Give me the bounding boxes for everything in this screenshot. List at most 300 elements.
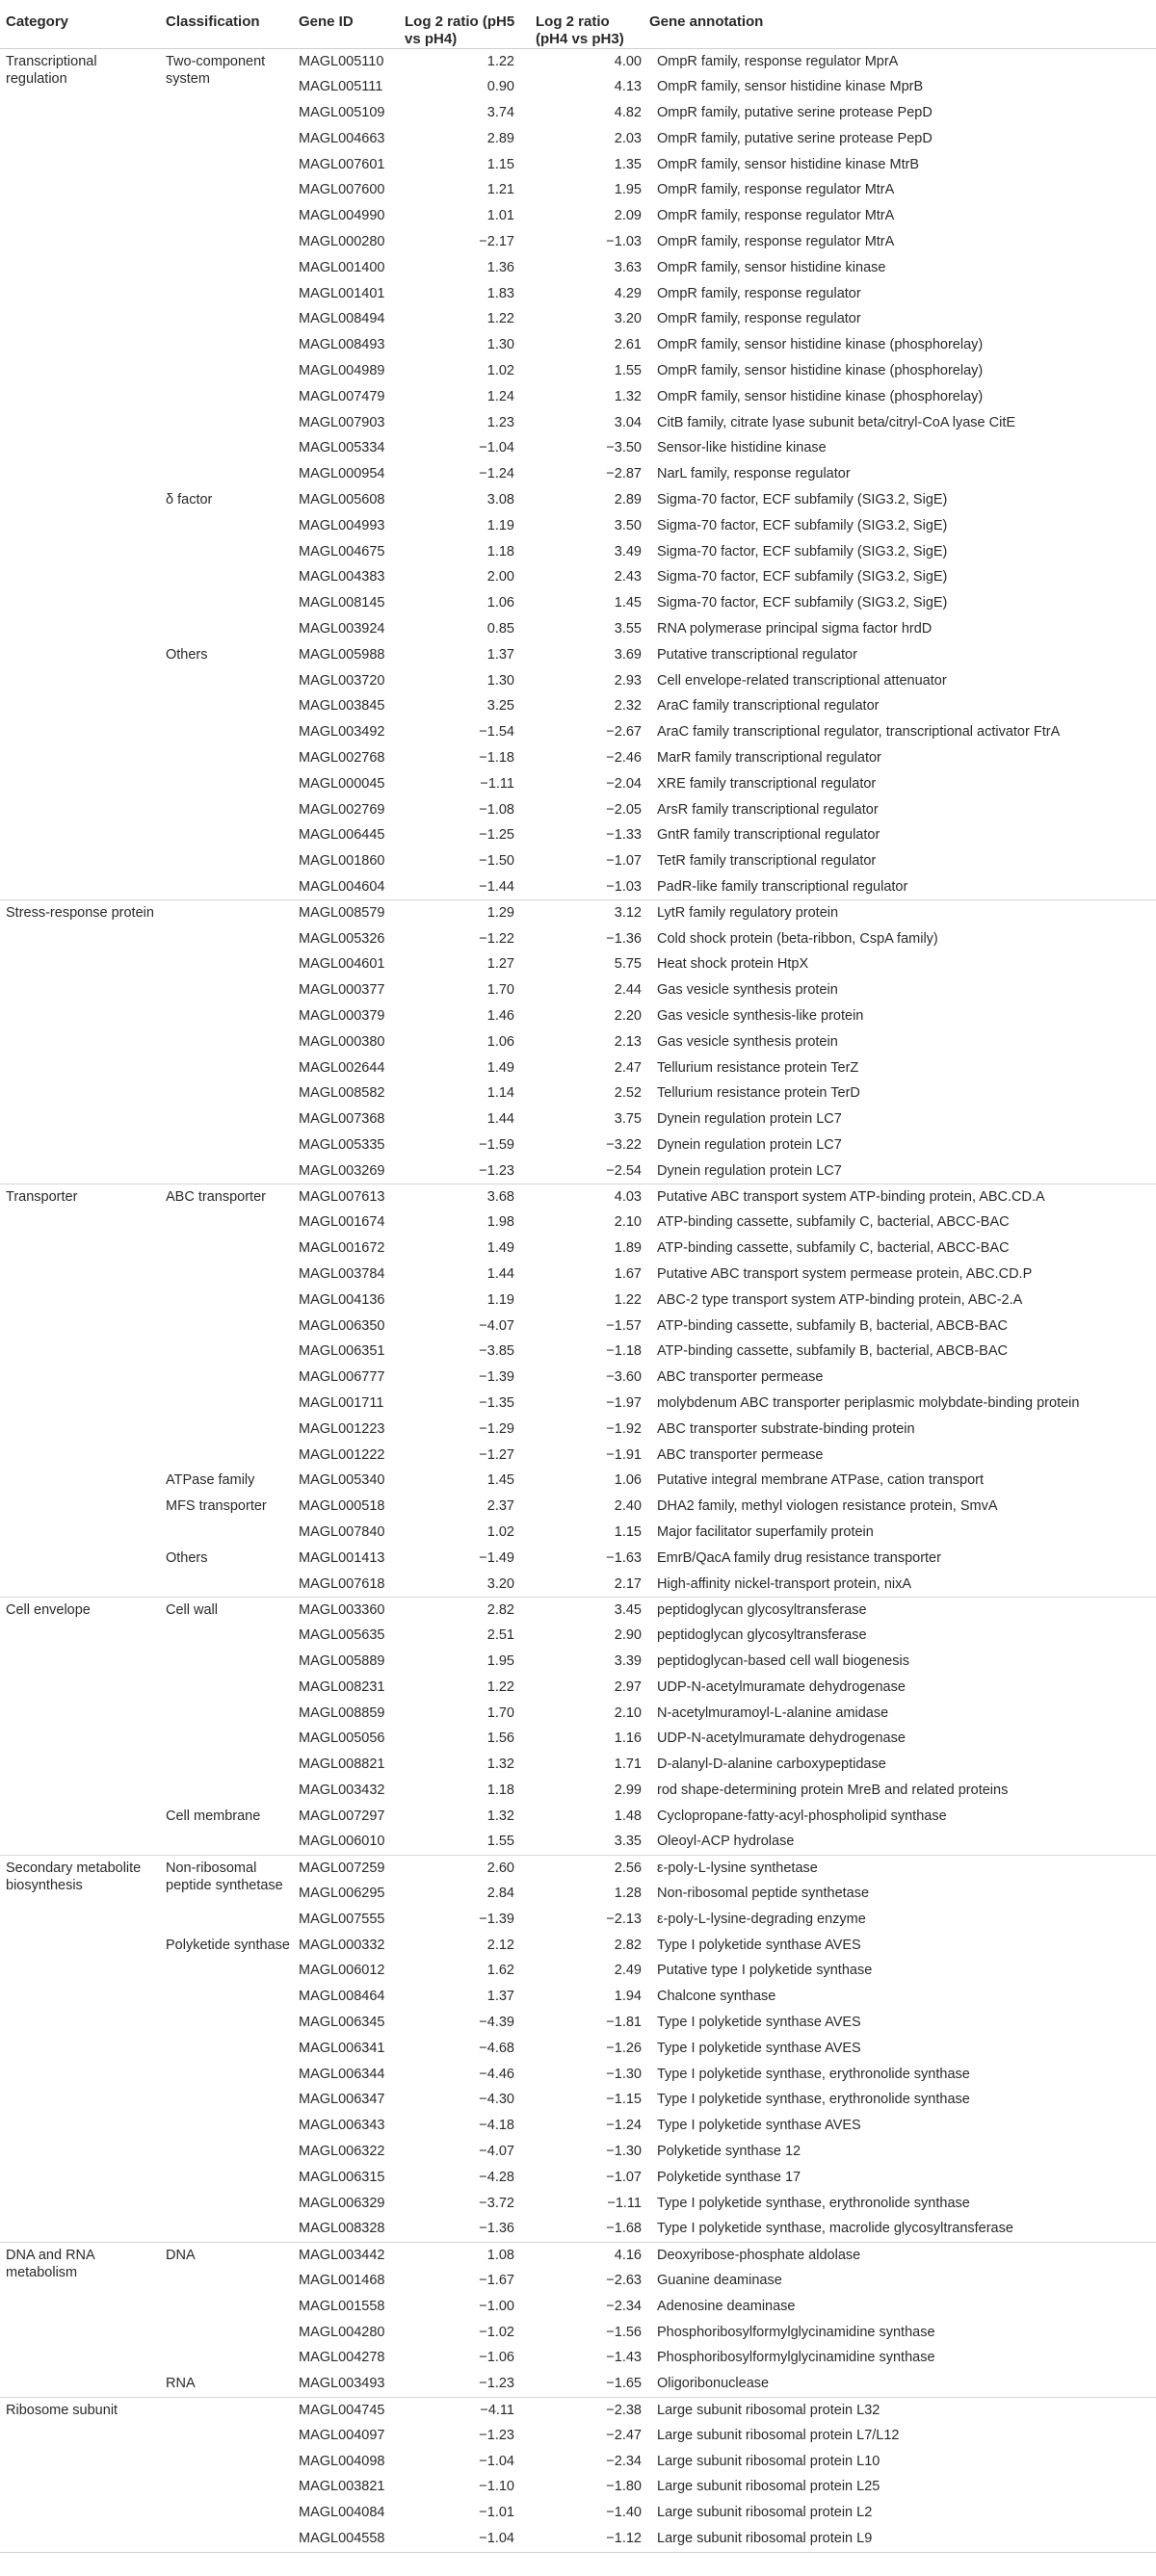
cell-gene-annotation: Dynein regulation protein LC7 — [657, 1136, 842, 1153]
cell-category — [0, 2191, 166, 2217]
table-row — [0, 332, 1156, 358]
cell-gene-annotation: OmpR family, response regulator — [657, 311, 861, 327]
cell-gene-annotation: UDP-N-acetylmuramate dehydrogenase — [657, 1678, 906, 1695]
cell-classification — [166, 1262, 299, 1288]
cell-category — [0, 539, 166, 565]
cell-gene-id: MAGL006315 — [299, 2169, 385, 2185]
cell-classification — [166, 1675, 299, 1701]
cell-category — [0, 1080, 166, 1106]
cell-log2-ph5-vs-ph4: 1.18 — [486, 543, 514, 559]
table-row — [0, 2268, 1156, 2294]
cell-log2-ph5-vs-ph4: −1.44 — [479, 879, 514, 895]
cell-category — [0, 1262, 166, 1288]
cell-category — [0, 1829, 166, 1855]
cell-log2-ph4-vs-ph3: 3.55 — [614, 621, 642, 637]
cell-gene-annotation: ABC transporter permease — [657, 1369, 824, 1386]
cell-gene-id: MAGL005335 — [299, 1136, 385, 1153]
cell-gene-id: MAGL003720 — [299, 672, 385, 689]
cell-classification — [166, 1055, 299, 1081]
cell-log2-ph5-vs-ph4: −2.17 — [479, 234, 514, 250]
table-row — [0, 2010, 1156, 2036]
cell-gene-annotation: ArsR family transcriptional regulator — [657, 801, 879, 818]
cell-log2-ph4-vs-ph3: −3.60 — [606, 1369, 642, 1386]
cell-log2-ph5-vs-ph4: 1.06 — [486, 595, 514, 611]
cell-classification — [166, 1417, 299, 1443]
cell-gene-id: MAGL004604 — [299, 879, 385, 895]
cell-gene-annotation: ATP-binding cassette, subfamily B, bacterial, ABCB-BAC — [657, 1343, 1008, 1360]
cell-log2-ph4-vs-ph3: 4.82 — [614, 105, 642, 121]
cell-gene-annotation: AraC family transcriptional regulator — [657, 698, 880, 715]
cell-classification — [166, 1391, 299, 1417]
table-row — [0, 1132, 1156, 1158]
table-row — [0, 2500, 1156, 2526]
cell-category — [0, 2165, 166, 2191]
cell-category — [0, 1029, 166, 1055]
cell-log2-ph4-vs-ph3: −1.03 — [606, 879, 642, 895]
cell-classification — [166, 1468, 299, 1494]
cell-gene-id: MAGL004136 — [299, 1291, 385, 1308]
table-row — [0, 2139, 1156, 2165]
table-row — [0, 1649, 1156, 1675]
cell-log2-ph5-vs-ph4: −1.00 — [479, 2298, 514, 2314]
cell-category — [0, 1597, 166, 1623]
cell-gene-id: MAGL005635 — [299, 1627, 385, 1644]
cell-log2-ph4-vs-ph3: −2.54 — [606, 1162, 642, 1179]
cell-log2-ph4-vs-ph3: −2.34 — [606, 2298, 642, 2314]
cell-gene-id: MAGL005988 — [299, 646, 385, 663]
cell-classification — [166, 1210, 299, 1236]
cell-gene-annotation: Sigma-70 factor, ECF subfamily (SIG3.2, SigE) — [657, 543, 948, 559]
cell-category — [0, 1546, 166, 1572]
cell-gene-id: MAGL007600 — [299, 182, 385, 198]
cell-category — [0, 874, 166, 900]
cell-log2-ph5-vs-ph4: 3.08 — [486, 492, 514, 508]
cell-gene-id: MAGL008493 — [299, 337, 385, 353]
cell-gene-annotation: D-alanyl-D-alanine carboxypeptidase — [657, 1756, 886, 1773]
cell-gene-annotation: Dynein regulation protein LC7 — [657, 1111, 842, 1128]
cell-gene-id: MAGL006350 — [299, 1317, 385, 1334]
cell-log2-ph4-vs-ph3: −1.92 — [606, 1420, 642, 1437]
cell-classification — [166, 152, 299, 178]
cell-log2-ph4-vs-ph3: 1.15 — [614, 1523, 642, 1540]
cell-gene-annotation: Gas vesicle synthesis protein — [657, 1033, 838, 1050]
cell-category — [0, 2500, 166, 2526]
cell-gene-id: MAGL004084 — [299, 2505, 385, 2521]
cell-classification — [166, 2526, 299, 2552]
cell-log2-ph4-vs-ph3: 2.82 — [614, 1937, 642, 1953]
cell-category — [0, 2062, 166, 2088]
cell-log2-ph5-vs-ph4: 1.08 — [405, 2242, 536, 2268]
cell-log2-ph5-vs-ph4: 1.02 — [486, 363, 514, 379]
cell-log2-ph4-vs-ph3: 1.94 — [614, 1989, 642, 2005]
table-row — [0, 2423, 1156, 2449]
cell-gene-id: MAGL000332 — [299, 1937, 385, 1953]
cell-gene-annotation: OmpR family, sensor histidine kinase MtrB — [657, 156, 920, 172]
cell-log2-ph4-vs-ph3: 2.09 — [614, 208, 642, 224]
cell-log2-ph5-vs-ph4: −1.59 — [479, 1136, 514, 1153]
cell-category — [0, 926, 166, 952]
cell-log2-ph4-vs-ph3: 1.35 — [614, 156, 642, 172]
cell-classification — [166, 1855, 299, 1893]
header-category: Category — [6, 13, 69, 30]
cell-category — [0, 1132, 166, 1158]
cell-gene-annotation: Large subunit ribosomal protein L25 — [657, 2479, 880, 2495]
cell-gene-id: MAGL000280 — [299, 234, 385, 250]
cell-log2-ph4-vs-ph3: 1.48 — [614, 1808, 642, 1824]
cell-classification — [166, 1158, 299, 1184]
cell-gene-annotation: Adenosine deaminase — [657, 2298, 796, 2314]
cell-log2-ph4-vs-ph3: −1.07 — [606, 2169, 642, 2185]
cell-gene-id: MAGL002644 — [299, 1059, 385, 1076]
cell-category — [0, 1158, 166, 1184]
cell-log2-ph5-vs-ph4: −4.46 — [479, 2066, 514, 2082]
cell-classification — [166, 1907, 299, 1933]
cell-log2-ph4-vs-ph3: 1.67 — [614, 1265, 642, 1282]
cell-gene-id: MAGL000379 — [299, 1007, 385, 1024]
cell-category — [0, 1778, 166, 1804]
cell-gene-annotation: ABC-2 type transport system ATP-binding protein, ABC-2.A — [657, 1291, 1023, 1308]
cell-gene-id: MAGL005340 — [299, 1472, 385, 1489]
cell-gene-annotation: N-acetylmuramoyl-L-alanine amidase — [657, 1704, 889, 1721]
cell-gene-id: MAGL008145 — [299, 595, 385, 611]
cell-gene-annotation: ATP-binding cassette, subfamily C, bacterial, ABCC-BAC — [657, 1214, 1010, 1231]
cell-gene-id: MAGL006344 — [299, 2066, 385, 2082]
cell-gene-annotation: ABC transporter substrate-binding protein — [657, 1420, 915, 1437]
cell-log2-ph4-vs-ph3: −3.22 — [606, 1136, 642, 1153]
cell-category — [0, 2087, 166, 2113]
cell-gene-id: MAGL006341 — [299, 2040, 385, 2056]
cell-classification — [166, 1494, 299, 1520]
cell-log2-ph4-vs-ph3: 4.16 — [536, 2242, 649, 2268]
cell-log2-ph5-vs-ph4: 3.74 — [486, 105, 514, 121]
cell-category — [0, 1314, 166, 1340]
cell-gene-id: MAGL008579 — [299, 900, 405, 926]
category-label: Secondary metabolite biosynthesis — [6, 1860, 142, 1893]
cell-log2-ph5-vs-ph4: 2.60 — [405, 1855, 536, 1881]
table-body — [0, 49, 1156, 2552]
cell-log2-ph4-vs-ph3: −2.46 — [606, 750, 642, 767]
cell-classification — [166, 1649, 299, 1675]
cell-log2-ph4-vs-ph3: −2.13 — [606, 1911, 642, 1927]
cell-log2-ph5-vs-ph4: 0.85 — [486, 621, 514, 637]
cell-classification — [166, 2268, 299, 2294]
table-row — [0, 1855, 1156, 1881]
table-row — [0, 100, 1156, 126]
cell-gene-id: MAGL004558 — [299, 2531, 385, 2546]
cell-gene-id: MAGL007555 — [299, 1911, 385, 1927]
table-row — [0, 1494, 1156, 1520]
cell-classification — [166, 487, 299, 513]
cell-classification — [166, 281, 299, 307]
cell-gene-id: MAGL005109 — [299, 105, 385, 121]
cell-category — [0, 229, 166, 255]
cell-log2-ph4-vs-ph3: 4.00 — [614, 54, 642, 69]
cell-log2-ph4-vs-ph3: 2.20 — [614, 1007, 642, 1024]
cell-category — [0, 306, 166, 332]
cell-category — [0, 2216, 166, 2242]
cell-category — [0, 1804, 166, 1830]
cell-log2-ph5-vs-ph4: 1.15 — [486, 156, 514, 172]
cell-log2-ph5-vs-ph4: 2.00 — [486, 569, 514, 585]
cell-classification — [166, 1029, 299, 1055]
cell-classification — [166, 49, 299, 87]
header-row — [0, 0, 1156, 49]
cell-gene-id: MAGL000380 — [299, 1033, 385, 1050]
cell-classification — [166, 874, 299, 900]
cell-category — [0, 461, 166, 487]
cell-log2-ph4-vs-ph3: −1.68 — [606, 2221, 642, 2237]
cell-classification — [166, 1726, 299, 1752]
table-row — [0, 255, 1156, 281]
cell-category — [0, 126, 166, 152]
cell-gene-annotation: Large subunit ribosomal protein L7/L12 — [657, 2427, 900, 2443]
cell-log2-ph5-vs-ph4: −1.67 — [479, 2273, 514, 2289]
cell-gene-annotation: rod shape-determining protein MreB and related proteins — [657, 1782, 1009, 1798]
cell-gene-annotation: Putative ABC transport system ATP-binding protein, ABC.CD.A — [649, 1184, 1156, 1210]
cell-category — [0, 1236, 166, 1262]
cell-gene-id: MAGL000377 — [299, 982, 385, 999]
table-row — [0, 1701, 1156, 1727]
cell-gene-annotation: OmpR family, response regulator — [657, 285, 861, 301]
cell-category — [0, 564, 166, 590]
cell-log2-ph5-vs-ph4: 1.36 — [486, 259, 514, 275]
cell-log2-ph4-vs-ph3: 3.75 — [614, 1111, 642, 1128]
cell-log2-ph4-vs-ph3: −1.97 — [606, 1394, 642, 1411]
table-row — [0, 564, 1156, 590]
cell-log2-ph4-vs-ph3: 2.47 — [614, 1059, 642, 1076]
cell-gene-annotation: GntR family transcriptional regulator — [657, 827, 880, 844]
cell-category — [0, 358, 166, 384]
table-row — [0, 2474, 1156, 2500]
cell-gene-id: MAGL008464 — [299, 1989, 385, 2005]
table-row — [0, 1829, 1156, 1855]
cell-gene-id: MAGL003493 — [299, 2376, 385, 2392]
cell-gene-annotation: Large subunit ribosomal protein L32 — [649, 2397, 1156, 2423]
cell-log2-ph4-vs-ph3: 3.49 — [614, 543, 642, 559]
cell-classification — [166, 435, 299, 461]
table-row — [0, 410, 1156, 436]
cell-gene-id: MAGL006012 — [299, 1963, 385, 1979]
cell-log2-ph4-vs-ph3: 2.03 — [614, 130, 642, 146]
cell-log2-ph5-vs-ph4: −1.23 — [479, 2427, 514, 2443]
cell-log2-ph4-vs-ph3: −1.30 — [606, 2144, 642, 2160]
cell-category — [0, 1855, 166, 1893]
cell-log2-ph4-vs-ph3: −1.33 — [606, 827, 642, 844]
cell-classification — [166, 1933, 299, 1959]
cell-gene-id: MAGL007613 — [299, 1184, 405, 1210]
cell-category — [0, 1675, 166, 1701]
cell-gene-annotation: OmpR family, response regulator MtrA — [657, 234, 895, 250]
cell-gene-id: MAGL000954 — [299, 466, 385, 482]
table-row — [0, 1546, 1156, 1572]
cell-category — [0, 1417, 166, 1443]
cell-log2-ph4-vs-ph3: 3.12 — [536, 900, 649, 926]
cell-classification — [166, 1236, 299, 1262]
classification-label: Cell membrane — [166, 1808, 261, 1824]
cell-category — [0, 2371, 166, 2397]
cell-gene-annotation: Sigma-70 factor, ECF subfamily (SIG3.2, SigE) — [657, 595, 948, 611]
cell-gene-id: MAGL008328 — [299, 2221, 385, 2237]
table-row — [0, 1106, 1156, 1132]
cell-gene-id: MAGL004675 — [299, 543, 385, 559]
cell-gene-annotation: OmpR family, response regulator MtrA — [657, 182, 895, 198]
cell-log2-ph5-vs-ph4: −1.10 — [479, 2479, 514, 2495]
cell-log2-ph4-vs-ph3: 2.61 — [614, 337, 642, 353]
table-row — [0, 203, 1156, 229]
cell-classification — [166, 2087, 299, 2113]
cell-log2-ph4-vs-ph3: −1.63 — [606, 1549, 642, 1566]
cell-gene-id: MAGL004993 — [299, 517, 385, 533]
cell-log2-ph4-vs-ph3: −2.87 — [606, 466, 642, 482]
cell-log2-ph5-vs-ph4: 1.21 — [486, 182, 514, 198]
cell-classification — [166, 1443, 299, 1469]
cell-gene-id: MAGL001400 — [299, 259, 385, 275]
cell-gene-annotation: Polyketide synthase 17 — [657, 2169, 801, 2185]
cell-gene-annotation: Heat shock protein HtpX — [657, 956, 809, 973]
cell-classification — [166, 693, 299, 719]
cell-gene-annotation: Putative transcriptional regulator — [657, 646, 857, 663]
cell-log2-ph5-vs-ph4: −1.49 — [479, 1549, 514, 1566]
table-row — [0, 177, 1156, 203]
classification-label: Non-ribosomal peptide synthetase — [166, 1860, 283, 1893]
cell-gene-id: MAGL008821 — [299, 1756, 385, 1773]
cell-classification — [166, 2062, 299, 2088]
cell-gene-annotation: peptidoglycan glycosyltransferase — [649, 1597, 1156, 1623]
cell-classification — [166, 1752, 299, 1778]
cell-log2-ph5-vs-ph4: 1.83 — [486, 285, 514, 301]
table-row — [0, 926, 1156, 952]
cell-log2-ph5-vs-ph4: 1.22 — [486, 311, 514, 327]
cell-gene-annotation: Type I polyketide synthase, erythronolide synthase — [657, 2092, 970, 2108]
cell-log2-ph5-vs-ph4: 1.14 — [486, 1085, 514, 1102]
cell-gene-annotation: Phosphoribosylformylglycinamidine synthase — [657, 2350, 935, 2366]
cell-category — [0, 1288, 166, 1314]
cell-classification — [166, 229, 299, 255]
cell-gene-id: MAGL008494 — [299, 311, 385, 327]
cell-log2-ph4-vs-ph3: −1.18 — [606, 1343, 642, 1360]
table-row — [0, 874, 1156, 900]
cell-log2-ph5-vs-ph4: −1.54 — [479, 724, 514, 741]
cell-log2-ph4-vs-ph3: 2.10 — [614, 1214, 642, 1231]
cell-gene-id: MAGL001223 — [299, 1420, 385, 1437]
cell-gene-id: MAGL003784 — [299, 1265, 385, 1282]
cell-log2-ph5-vs-ph4: 2.51 — [486, 1627, 514, 1644]
cell-gene-annotation: TetR family transcriptional regulator — [657, 853, 877, 870]
cell-classification — [166, 1080, 299, 1106]
cell-log2-ph4-vs-ph3: −2.47 — [606, 2427, 642, 2443]
cell-log2-ph4-vs-ph3: −2.67 — [606, 724, 642, 741]
cell-classification — [166, 1288, 299, 1314]
category-label: Ribosome subunit — [6, 2402, 118, 2418]
cell-gene-id: MAGL005111 — [299, 79, 383, 95]
cell-gene-id: MAGL004278 — [299, 2350, 385, 2366]
cell-category — [0, 848, 166, 874]
cell-classification — [166, 951, 299, 977]
cell-category — [0, 1520, 166, 1546]
table-row — [0, 797, 1156, 823]
table-bottom-rule — [0, 2552, 1156, 2553]
cell-classification — [166, 255, 299, 281]
cell-classification — [166, 1623, 299, 1649]
table-row — [0, 461, 1156, 487]
table-row — [0, 745, 1156, 771]
table-row — [0, 2165, 1156, 2191]
cell-log2-ph5-vs-ph4: −4.39 — [479, 2015, 514, 2031]
cell-gene-id: MAGL006345 — [299, 2015, 385, 2031]
cell-log2-ph4-vs-ph3: 3.45 — [536, 1597, 649, 1623]
cell-gene-annotation: Non-ribosomal peptide synthetase — [657, 1886, 870, 1902]
cell-gene-id: MAGL004989 — [299, 363, 385, 379]
cell-log2-ph5-vs-ph4: 1.37 — [486, 1989, 514, 2005]
cell-gene-id: MAGL000045 — [299, 775, 385, 792]
table-row — [0, 1778, 1156, 1804]
cell-log2-ph4-vs-ph3: 4.03 — [536, 1184, 649, 1210]
cell-classification — [166, 332, 299, 358]
cell-classification — [166, 564, 299, 590]
cell-log2-ph4-vs-ph3: 3.63 — [614, 259, 642, 275]
cell-log2-ph5-vs-ph4: 1.44 — [486, 1111, 514, 1128]
cell-category — [0, 951, 166, 977]
cell-gene-annotation: Type I polyketide synthase, erythronolide synthase — [657, 2066, 970, 2082]
table-row — [0, 951, 1156, 977]
cell-log2-ph4-vs-ph3: 1.28 — [614, 1886, 642, 1902]
cell-gene-annotation: LytR family regulatory protein — [649, 900, 1156, 926]
cell-classification — [166, 2449, 299, 2475]
cell-gene-annotation: Oligoribonuclease — [657, 2376, 770, 2392]
cell-classification — [166, 1984, 299, 2010]
cell-log2-ph4-vs-ph3: 2.97 — [614, 1678, 642, 1695]
cell-gene-id: MAGL005326 — [299, 930, 385, 947]
cell-gene-annotation: Polyketide synthase 12 — [657, 2144, 801, 2160]
cell-classification — [166, 539, 299, 565]
cell-gene-annotation: Putative integral membrane ATPase, cation transport — [657, 1472, 985, 1489]
cell-log2-ph4-vs-ph3: −1.15 — [606, 2092, 642, 2108]
cell-log2-ph4-vs-ph3: −1.57 — [606, 1317, 642, 1334]
cell-log2-ph5-vs-ph4: −1.39 — [479, 1369, 514, 1386]
cell-log2-ph4-vs-ph3: 3.69 — [614, 646, 642, 663]
cell-log2-ph5-vs-ph4: −4.30 — [479, 2092, 514, 2108]
cell-log2-ph5-vs-ph4: 1.49 — [486, 1059, 514, 1076]
cell-classification — [166, 2371, 299, 2397]
cell-gene-annotation: Guanine deaminase — [657, 2273, 782, 2289]
cell-classification — [166, 1106, 299, 1132]
cell-log2-ph5-vs-ph4: 3.25 — [486, 698, 514, 715]
table-row — [0, 281, 1156, 307]
cell-classification — [166, 2165, 299, 2191]
table-row — [0, 590, 1156, 616]
cell-gene-id: MAGL005889 — [299, 1652, 385, 1669]
cell-classification — [166, 926, 299, 952]
cell-log2-ph5-vs-ph4: −1.18 — [479, 750, 514, 767]
cell-gene-annotation: Cyclopropane-fatty-acyl-phospholipid synthase — [657, 1808, 947, 1824]
cell-gene-annotation: ATP-binding cassette, subfamily C, bacterial, ABCC-BAC — [657, 1240, 1010, 1257]
cell-gene-annotation: OmpR family, sensor histidine kinase MprB — [657, 79, 924, 95]
cell-log2-ph5-vs-ph4: 1.22 — [486, 54, 514, 69]
cell-log2-ph4-vs-ph3: −1.81 — [606, 2015, 642, 2031]
cell-log2-ph5-vs-ph4: −3.85 — [479, 1343, 514, 1360]
cell-gene-annotation: Tellurium resistance protein TerZ — [657, 1059, 859, 1076]
table-row — [0, 693, 1156, 719]
cell-gene-id: MAGL006329 — [299, 2195, 385, 2211]
table-row — [0, 1029, 1156, 1055]
cell-gene-annotation: ATP-binding cassette, subfamily B, bacterial, ABCB-BAC — [657, 1317, 1008, 1334]
cell-gene-id: MAGL004601 — [299, 956, 385, 973]
table-row — [0, 1158, 1156, 1184]
cell-log2-ph5-vs-ph4: 1.19 — [486, 517, 514, 533]
cell-gene-annotation: Type I polyketide synthase AVES — [657, 2118, 861, 2134]
cell-category — [0, 1003, 166, 1029]
cell-gene-id: MAGL001468 — [299, 2273, 385, 2289]
